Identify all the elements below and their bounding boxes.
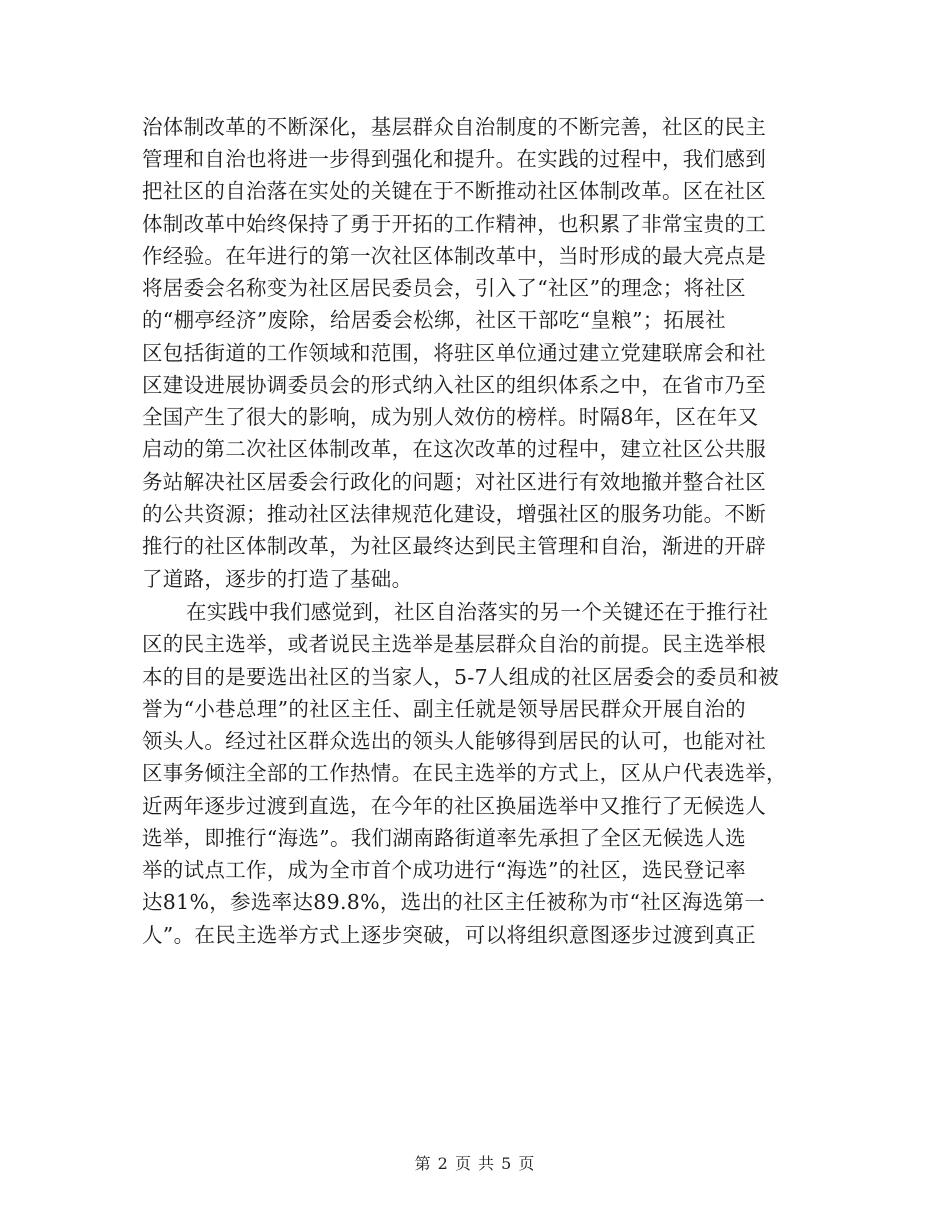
paragraph-line: 近两年逐步过渡到直选，在今年的社区换届选举中又推行了无候选人	[142, 794, 766, 818]
paragraph-line: 誉为“小巷总理”的社区主任、副主任就是领导居民群众开展自治的	[142, 697, 746, 721]
paragraph-line: 将居委会名称变为社区居民委员会，引入了“社区”的理念；将社区	[142, 276, 746, 300]
paragraph-line: 区包括街道的工作领域和范围，将驻区单位通过建立党建联席会和社	[142, 341, 766, 365]
paragraph-line: 务站解决社区居委会行政化的问题；对社区进行有效地撤并整合社区	[142, 470, 766, 494]
paragraph-line: 全国产生了很大的影响，成为别人效仿的榜样。时隔8年，区在年又	[142, 405, 759, 429]
paragraph-line: 的公共资源；推动社区法律规范化建设，增强社区的服务功能。不断	[142, 502, 766, 526]
paragraph-line: 领头人。经过社区群众选出的领头人能够得到居民的认可，也能对社	[142, 729, 766, 753]
paragraph-line: 把社区的自治落在实处的关键在于不断推动社区体制改革。区在社区	[142, 179, 766, 203]
paragraph-line: 区事务倾注全部的工作热情。在民主选举的方式上，区从户代表选举，	[142, 761, 787, 785]
paragraph-line: 的“棚亭经济”废除，给居委会松绑，社区干部吃“皇粮”；拓展社	[142, 308, 726, 332]
paragraph-line: 举的试点工作，成为全市首个成功进行“海选”的社区，选民登记率	[142, 858, 746, 882]
paragraph-line: 推行的社区体制改革，为社区最终达到民主管理和自治，渐进的开辟	[142, 534, 766, 558]
paragraph-line: 达81%，参选率达89.8%，选出的社区主任被称为市“社区海选第一	[142, 890, 766, 914]
paragraph-line: 本的目的是要选出社区的当家人，5-7人组成的社区居委会的委员和被	[142, 665, 780, 689]
paragraph-line: 区建设进展协调委员会的形式纳入社区的组织体系之中，在省市乃至	[142, 373, 766, 397]
paragraph-line: 启动的第二次社区体制改革，在这次改革的过程中，建立社区公共服	[142, 437, 766, 461]
paragraph-line: 了道路，逐步的打造了基础。	[142, 567, 413, 591]
paragraph-first-line: 在实践中我们感觉到，社区自治落实的另一个关键还在于推行社	[186, 600, 769, 624]
paragraph-line: 管理和自治也将进一步得到强化和提升。在实践的过程中，我们感到	[142, 147, 766, 171]
paragraph-line: 作经验。在年进行的第一次社区体制改革中，当时形成的最大亮点是	[142, 244, 766, 268]
page-number: 第 2 页 共 5 页	[414, 1154, 536, 1173]
paragraph-line: 治体制改革的不断深化，基层群众自治制度的不断完善，社区的民主	[142, 115, 766, 139]
paragraph-line: 选举，即推行“海选”。我们湖南路街道率先承担了全区无候选人选	[142, 826, 746, 850]
paragraph-line: 区的民主选举，或者说民主选举是基层群众自治的前提。民主选举根	[142, 632, 766, 656]
paragraph-line: 人”。在民主选举方式上逐步突破，可以将组织意图逐步过渡到真正	[142, 923, 756, 947]
paragraph-line: 体制改革中始终保持了勇于开拓的工作精神，也积累了非常宝贵的工	[142, 212, 766, 236]
